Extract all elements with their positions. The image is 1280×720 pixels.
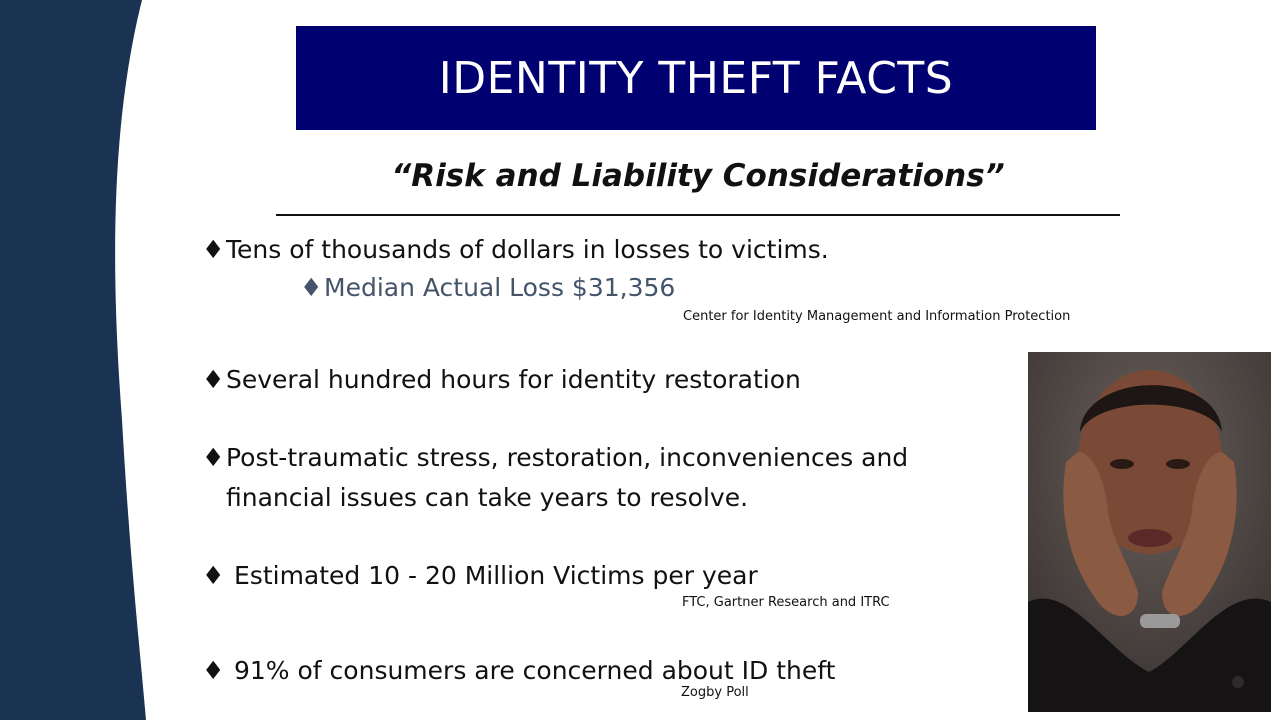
slide-title: IDENTITY THEFT FACTS <box>438 52 954 104</box>
bullet-consumer-concern: ♦ 91% of consumers are concerned about ID theft <box>202 651 835 691</box>
diamond-bullet-icon: ♦ <box>202 561 225 590</box>
side-band-decoration <box>0 0 160 720</box>
divider-line <box>276 214 1120 216</box>
citation-zogby: Zogby Poll <box>681 685 749 700</box>
bullet-median-loss: ♦Median Actual Loss $31,356 <box>300 268 675 308</box>
bullet-restoration-hours: ♦Several hundred hours for identity restoration <box>202 360 801 400</box>
diamond-bullet-icon: ♦ <box>202 235 225 264</box>
citation-ftc: FTC, Gartner Research and ITRC <box>682 595 890 610</box>
bullet-victims-per-year: ♦ Estimated 10 - 20 Million Victims per year <box>202 556 758 596</box>
diamond-bullet-icon: ♦ <box>202 365 225 394</box>
bullet-stress: ♦Post-traumatic stress, restoration, inconveniences and <box>202 438 908 478</box>
diamond-bullet-icon: ♦ <box>300 273 323 302</box>
citation-cimip: Center for Identity Management and Information Protection <box>683 309 1071 324</box>
stressed-man-photo <box>1028 352 1271 712</box>
title-banner <box>296 26 1096 130</box>
bullet-losses: ♦Tens of thousands of dollars in losses to victims. <box>202 230 829 270</box>
slide-subtitle: “Risk and Liability Considerations” <box>391 158 1005 194</box>
diamond-bullet-icon: ♦ <box>202 656 225 685</box>
diamond-bullet-icon: ♦ <box>202 443 225 472</box>
bullet-stress-continued: financial issues can take years to resolve. <box>226 483 749 512</box>
